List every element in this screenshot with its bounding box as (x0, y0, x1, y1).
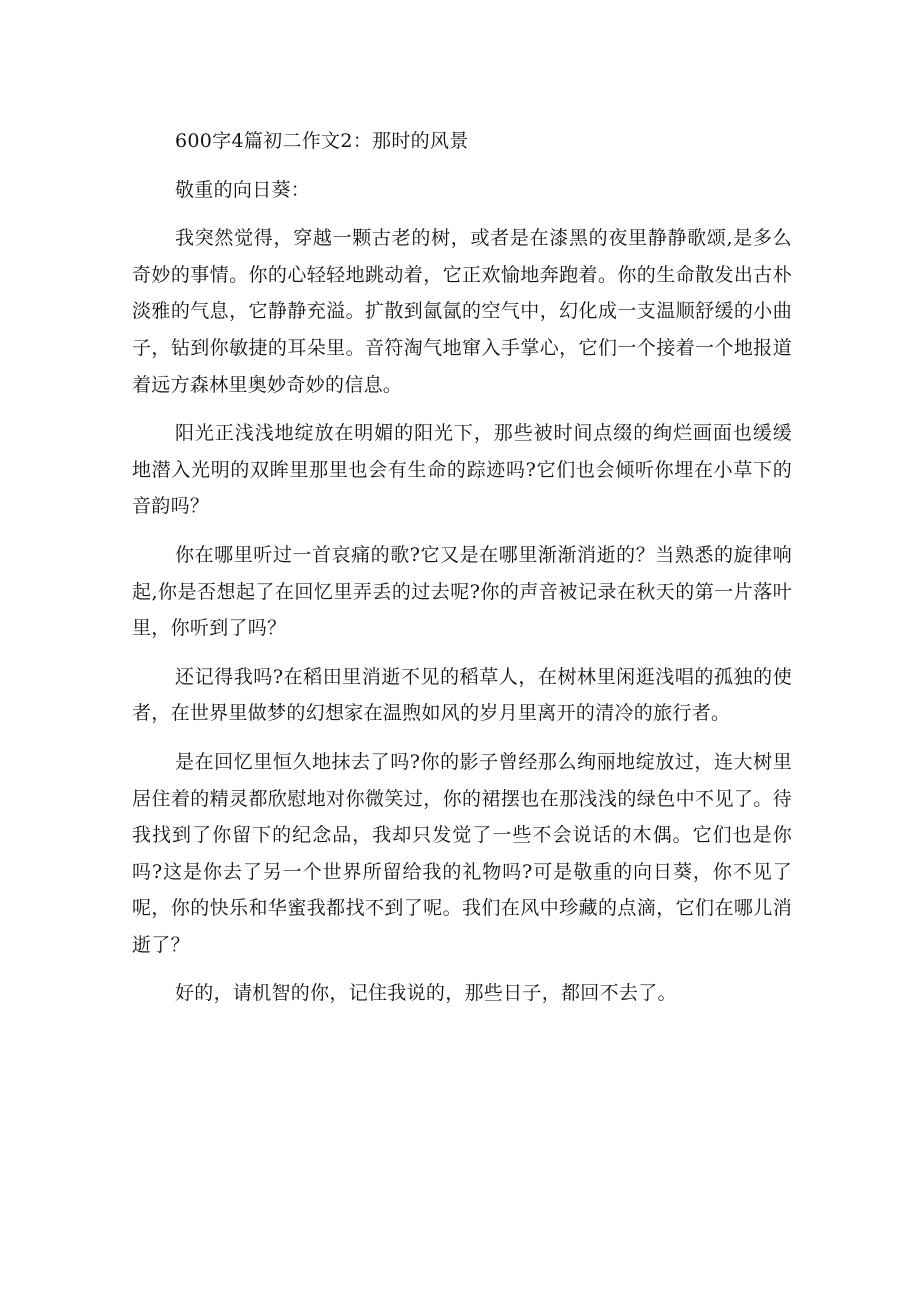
document-body (132, 123, 792, 1024)
salutation: 敬重的向日葵： (175, 178, 311, 201)
paragraph-3: 你在哪里听过一首哀痛的歌?它又是在哪里渐渐消逝的？当熟悉的旋律响起,你是否想起了在回忆里弄丢的过去呢?你的声音被记录在秋天的第一片落叶里，你听到了吗？ (132, 543, 792, 640)
paragraph-4: 还记得我吗?在稻田里消逝不见的稻草人，在树林里闲逛浅唱的孤独的使者，在世界里做梦的幻想家在温煦如风的岁月里离开的清冷的旅行者。 (132, 665, 792, 725)
essay-title: 600字4篇初二作文2：那时的风景 (175, 130, 469, 152)
paragraph-6: 好的，请机智的你，记住我说的，那些日子，都回不去了。 (175, 982, 677, 1005)
paragraph-1: 我突然觉得，穿越一颗古老的树，或者是在漆黑的夜里静静歌颂,是多么奇妙的事情。你的心轻轻地跳动着，它正欢愉地奔跑着。你的生命散发出古朴淡雅的气息，它静静充溢。扩散到氤氤的空气中，幻化成一支温顺舒缓的小曲子，钻到你敏捷的耳朵里。音符淘气地窜入手掌心，它们一个接着一个地报道着远方森林里奥妙奇妙的信息。 (132, 227, 792, 396)
paragraph-2: 阳光正浅浅地绽放在明媚的阳光下，那些被时间点缀的绚烂画面也缓缓地潜入光明的双眸里那里也会有生命的踪迹吗?它们也会倾听你埋在小草下的音韵吗？ (132, 422, 792, 518)
paragraph-5: 是在回忆里恒久地抹去了吗?你的影子曾经那么绚丽地绽放过，连大树里居住着的精灵都欣慰地对你微笑过，你的裙摆也在那浅浅的绿色中不见了。待我找到了你留下的纪念品，我却只发觉了一些不会说话的木偶。它们也是你吗?这是你去了另一个世界所留给我的礼物吗?可是敬重的向日葵，你不见了呢，你的快乐和华蜜我都找不到了呢。我们在风中珍藏的点滴，它们在哪儿消逝了？ (132, 750, 792, 956)
